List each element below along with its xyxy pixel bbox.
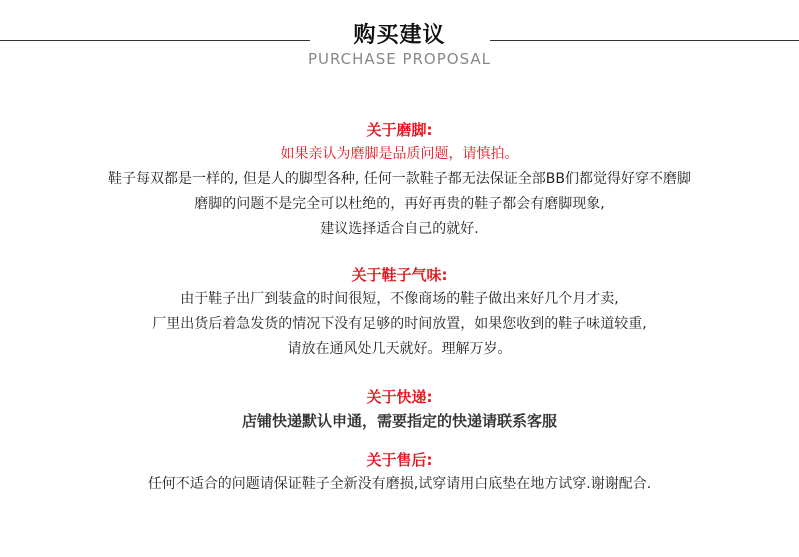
section-heading-shipping: 关于快递: xyxy=(366,388,433,406)
section-chafing xyxy=(0,118,799,242)
section-line: 鞋子每双都是一样的, 但是人的脚型各种, 任何一款鞋子都无法保证全部BB们都觉得好穿不磨脚 xyxy=(107,171,691,187)
section-shipping xyxy=(0,385,799,434)
section-line: 建议选择适合自己的就好. xyxy=(320,221,479,237)
section-heading-odor: 关于鞋子气味: xyxy=(351,266,448,284)
section-heading-after-sales: 关于售后: xyxy=(366,451,433,469)
section-after-sales xyxy=(0,448,799,497)
header xyxy=(0,0,799,80)
section-heading-chafing: 关于磨脚: xyxy=(366,121,433,139)
section-line: 厂里出货后着急发货的情况下没有足够的时间放置，如果您收到的鞋子味道较重, xyxy=(152,316,647,332)
page-subtitle: PURCHASE PROPOSAL xyxy=(307,50,492,68)
section-line: 磨脚的问题不是完全可以杜绝的，再好再贵的鞋子都会有磨脚现象, xyxy=(194,196,605,212)
page-title: 购买建议 xyxy=(353,23,446,48)
section-line: 店铺快递默认申通，需要指定的快递请联系客服 xyxy=(241,412,557,430)
section-line: 请放在通风处几天就好。理解万岁。 xyxy=(287,341,512,357)
sections xyxy=(0,118,799,497)
section-note-chafing: 如果亲认为磨脚是品质问题，请慎拍。 xyxy=(280,146,519,162)
section-line: 由于鞋子出厂到装盒的时间很短，不像商场的鞋子做出来好几个月才卖, xyxy=(180,291,619,307)
section-line: 任何不适合的问题请保证鞋子全新没有磨损,试穿请用白底垫在地方试穿.谢谢配合. xyxy=(147,476,652,492)
section-odor xyxy=(0,263,799,362)
